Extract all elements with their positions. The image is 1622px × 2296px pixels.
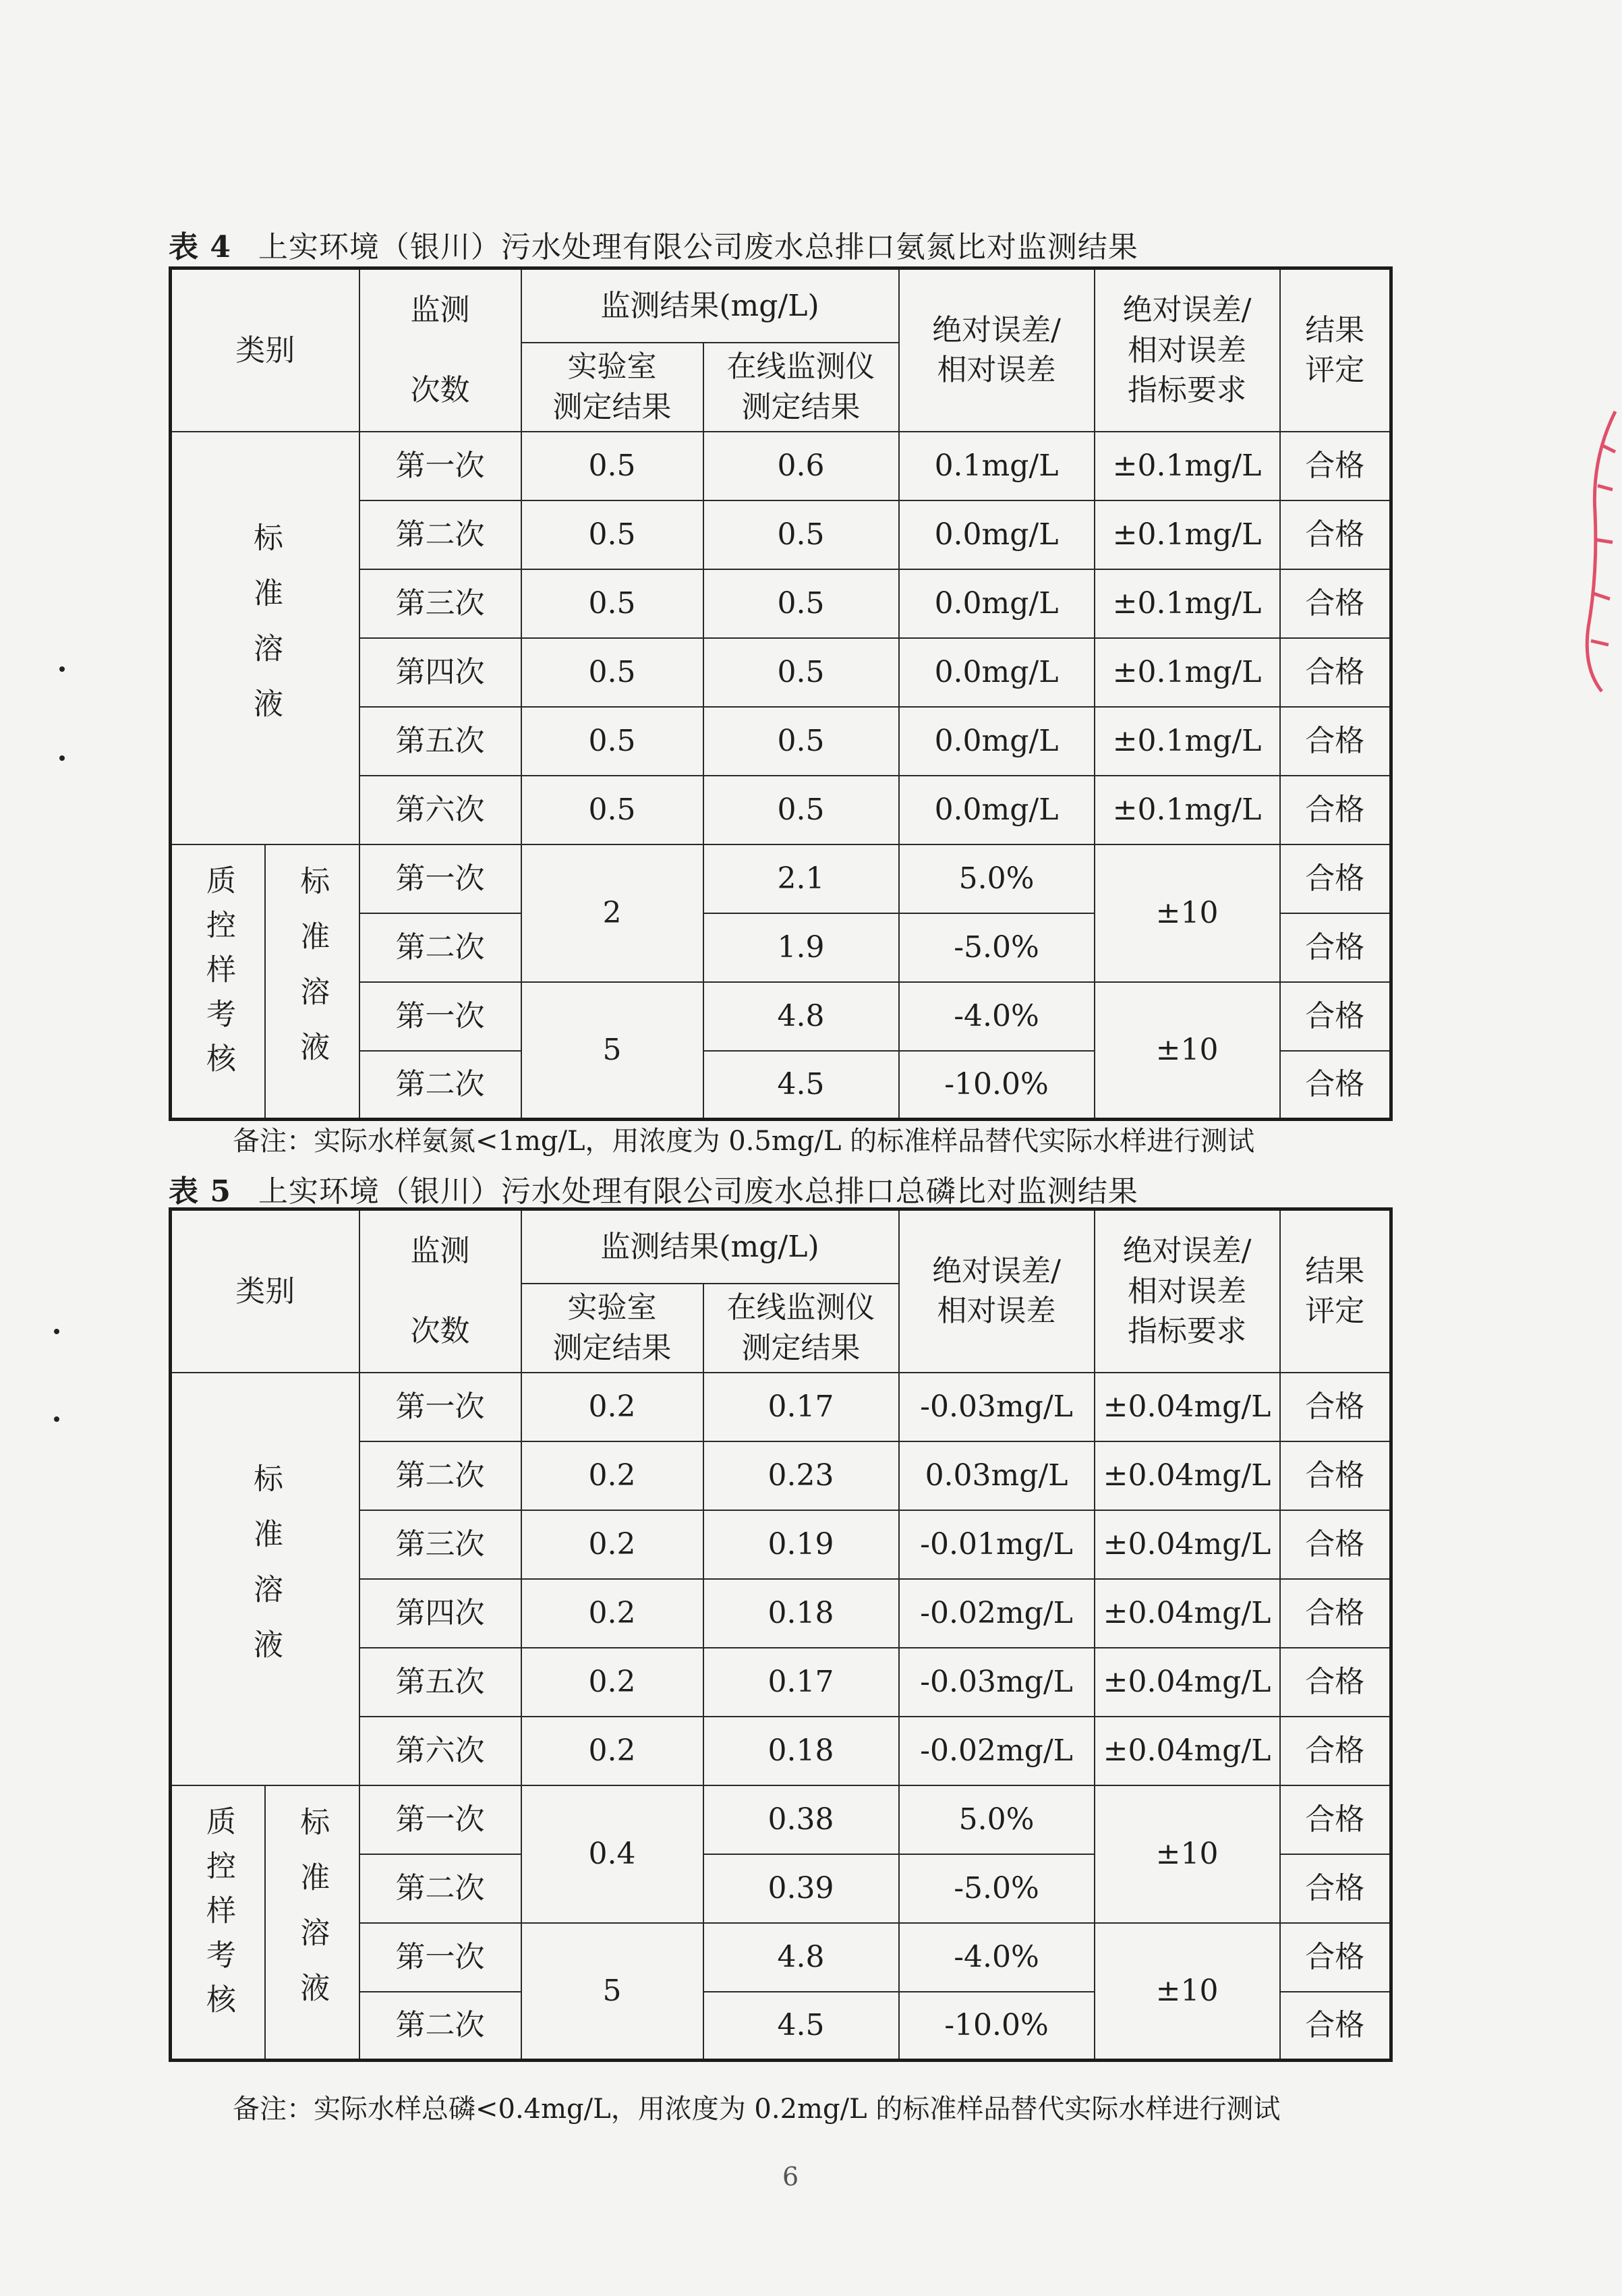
cell-error: 5.0% xyxy=(899,1785,1095,1854)
table4-note: 备注：实际水样氨氮<1mg/L，用浓度为 0.5mg/L 的标准样品替代实际水样进行测试 xyxy=(233,1126,1255,1157)
cell-requirement: ±0.1mg/L xyxy=(1095,776,1280,844)
cell-times: 第六次 xyxy=(359,776,521,844)
table-row xyxy=(171,1373,1391,1441)
cell-evaluation: 合格 xyxy=(1280,1992,1391,2061)
cell-evaluation: 合格 xyxy=(1280,432,1391,500)
cell-online: 0.5 xyxy=(703,638,899,707)
header-times: 监测 次数 xyxy=(359,1209,521,1373)
cell-requirement: ±0.1mg/L xyxy=(1095,707,1280,776)
cell-error: 0.03mg/L xyxy=(899,1441,1095,1510)
cell-times: 第一次 xyxy=(359,1373,521,1441)
std-category-label xyxy=(171,1373,359,1785)
qc-sub-label-text: 标准溶液 xyxy=(295,865,330,1087)
cell-evaluation: 合格 xyxy=(1280,1923,1391,1992)
cell-lab: 0.2 xyxy=(521,1510,703,1579)
cell-error: 0.0mg/L xyxy=(899,707,1095,776)
qc-category-label-text: 质控样考核 xyxy=(200,865,235,1088)
cell-times: 第一次 xyxy=(359,1923,521,1992)
std-category-label-text: 标准溶液 xyxy=(248,1462,283,1684)
margin-dot xyxy=(59,755,65,761)
std-category-label xyxy=(171,432,359,844)
cell-requirement: ±10 xyxy=(1095,844,1280,982)
table5-caption xyxy=(169,1167,1484,1210)
cell-error: -0.03mg/L xyxy=(899,1648,1095,1717)
table-row xyxy=(171,1785,1391,1854)
cell-error: 0.1mg/L xyxy=(899,432,1095,500)
cell-times: 第二次 xyxy=(359,500,521,569)
cell-lab: 0.2 xyxy=(521,1373,703,1441)
cell-requirement: ±0.04mg/L xyxy=(1095,1510,1280,1579)
cell-times: 第二次 xyxy=(359,1854,521,1923)
cell-requirement: ±10 xyxy=(1095,1785,1280,1923)
cell-requirement: ±0.04mg/L xyxy=(1095,1441,1280,1510)
cell-evaluation: 合格 xyxy=(1280,1648,1391,1717)
cell-times: 第一次 xyxy=(359,982,521,1051)
header-lab: 实验室 测定结果 xyxy=(521,343,703,432)
cell-online: 2.1 xyxy=(703,844,899,913)
header-requirement: 绝对误差/ 相对误差 指标要求 xyxy=(1095,1209,1280,1373)
header-category: 类别 xyxy=(171,1209,359,1373)
cell-online: 0.39 xyxy=(703,1854,899,1923)
cell-error: -10.0% xyxy=(899,1992,1095,2061)
std-category-label-text: 标准溶液 xyxy=(248,521,283,743)
header-evaluation: 结果 评定 xyxy=(1280,268,1391,432)
seal-stamp-icon xyxy=(1575,405,1622,695)
cell-times: 第二次 xyxy=(359,913,521,982)
cell-error: 0.0mg/L xyxy=(899,500,1095,569)
cell-lab: 5 xyxy=(521,1923,703,2061)
cell-times: 第二次 xyxy=(359,1441,521,1510)
header-error: 绝对误差/ 相对误差 xyxy=(899,1209,1095,1373)
margin-dot xyxy=(59,666,65,672)
cell-online: 4.8 xyxy=(703,982,899,1051)
cell-online: 0.5 xyxy=(703,569,899,638)
cell-error: -5.0% xyxy=(899,1854,1095,1923)
cell-evaluation: 合格 xyxy=(1280,1854,1391,1923)
cell-requirement: ±10 xyxy=(1095,1923,1280,2061)
cell-times: 第一次 xyxy=(359,432,521,500)
cell-times: 第三次 xyxy=(359,569,521,638)
cell-online: 1.9 xyxy=(703,913,899,982)
table4-title: 上实环境（银川）污水处理有限公司废水总排口氨氮比对监测结果 xyxy=(258,230,1138,264)
cell-requirement: ±0.1mg/L xyxy=(1095,638,1280,707)
header-lab: 实验室 测定结果 xyxy=(521,1284,703,1373)
cell-evaluation: 合格 xyxy=(1280,1785,1391,1854)
table5-title: 上实环境（银川）污水处理有限公司废水总排口总磷比对监测结果 xyxy=(258,1174,1138,1209)
cell-error: -4.0% xyxy=(899,982,1095,1051)
cell-lab: 0.4 xyxy=(521,1785,703,1923)
cell-online: 0.19 xyxy=(703,1510,899,1579)
cell-requirement: ±0.04mg/L xyxy=(1095,1373,1280,1441)
cell-evaluation: 合格 xyxy=(1280,913,1391,982)
cell-error: 0.0mg/L xyxy=(899,776,1095,844)
cell-evaluation: 合格 xyxy=(1280,500,1391,569)
cell-error: -10.0% xyxy=(899,1051,1095,1120)
cell-online: 0.5 xyxy=(703,500,899,569)
cell-times: 第四次 xyxy=(359,638,521,707)
header-evaluation: 结果 评定 xyxy=(1280,1209,1391,1373)
cell-online: 0.5 xyxy=(703,776,899,844)
cell-error: -5.0% xyxy=(899,913,1095,982)
cell-times: 第三次 xyxy=(359,1510,521,1579)
table5-number: 表 5 xyxy=(169,1174,231,1209)
qc-sub-label xyxy=(265,1785,359,2061)
header-result-group: 监测结果(mg/L) xyxy=(521,268,899,343)
header-online: 在线监测仪 测定结果 xyxy=(703,1284,899,1373)
cell-lab: 0.5 xyxy=(521,432,703,500)
cell-error: -0.02mg/L xyxy=(899,1579,1095,1648)
header-result-group: 监测结果(mg/L) xyxy=(521,1209,899,1284)
cell-evaluation: 合格 xyxy=(1280,776,1391,844)
table4-number: 表 4 xyxy=(169,230,231,264)
qc-sub-label xyxy=(265,844,359,1120)
header-times: 监测 次数 xyxy=(359,268,521,432)
cell-times: 第五次 xyxy=(359,1648,521,1717)
margin-dot xyxy=(54,1329,59,1334)
cell-online: 0.23 xyxy=(703,1441,899,1510)
cell-evaluation: 合格 xyxy=(1280,1717,1391,1785)
cell-error: 0.0mg/L xyxy=(899,638,1095,707)
cell-online: 0.18 xyxy=(703,1717,899,1785)
qc-sub-label-text: 标准溶液 xyxy=(295,1806,330,2028)
qc-category-label xyxy=(171,1785,265,2061)
cell-requirement: ±10 xyxy=(1095,982,1280,1120)
cell-evaluation: 合格 xyxy=(1280,569,1391,638)
cell-evaluation: 合格 xyxy=(1280,982,1391,1051)
cell-online: 4.8 xyxy=(703,1923,899,1992)
table-row xyxy=(171,432,1391,500)
cell-lab: 0.5 xyxy=(521,500,703,569)
cell-requirement: ±0.04mg/L xyxy=(1095,1717,1280,1785)
qc-category-label xyxy=(171,844,265,1120)
cell-times: 第四次 xyxy=(359,1579,521,1648)
header-online: 在线监测仪 测定结果 xyxy=(703,343,899,432)
margin-dot xyxy=(54,1416,59,1422)
cell-lab: 0.2 xyxy=(521,1648,703,1717)
cell-times: 第五次 xyxy=(359,707,521,776)
cell-online: 0.17 xyxy=(703,1648,899,1717)
cell-evaluation: 合格 xyxy=(1280,707,1391,776)
table5 xyxy=(169,1207,1393,2062)
header-error: 绝对误差/ 相对误差 xyxy=(899,268,1095,432)
cell-lab: 0.2 xyxy=(521,1579,703,1648)
cell-requirement: ±0.1mg/L xyxy=(1095,500,1280,569)
header-category: 类别 xyxy=(171,268,359,432)
cell-times: 第二次 xyxy=(359,1051,521,1120)
cell-requirement: ±0.04mg/L xyxy=(1095,1579,1280,1648)
cell-evaluation: 合格 xyxy=(1280,844,1391,913)
table-row xyxy=(171,844,1391,913)
cell-error: -0.01mg/L xyxy=(899,1510,1095,1579)
cell-lab: 0.2 xyxy=(521,1441,703,1510)
cell-error: -4.0% xyxy=(899,1923,1095,1992)
table4 xyxy=(169,266,1393,1121)
cell-times: 第六次 xyxy=(359,1717,521,1785)
cell-lab: 0.5 xyxy=(521,569,703,638)
cell-requirement: ±0.1mg/L xyxy=(1095,432,1280,500)
cell-requirement: ±0.04mg/L xyxy=(1095,1648,1280,1717)
cell-online: 0.38 xyxy=(703,1785,899,1854)
header-requirement: 绝对误差/ 相对误差 指标要求 xyxy=(1095,268,1280,432)
cell-lab: 0.2 xyxy=(521,1717,703,1785)
table4-caption xyxy=(169,223,1484,266)
table5-note: 备注：实际水样总磷<0.4mg/L，用浓度为 0.2mg/L 的标准样品替代实际水样进行测试 xyxy=(233,2094,1281,2125)
cell-requirement: ±0.1mg/L xyxy=(1095,569,1280,638)
cell-evaluation: 合格 xyxy=(1280,638,1391,707)
cell-evaluation: 合格 xyxy=(1280,1373,1391,1441)
cell-online: 0.6 xyxy=(703,432,899,500)
cell-evaluation: 合格 xyxy=(1280,1051,1391,1120)
cell-times: 第二次 xyxy=(359,1992,521,2061)
cell-evaluation: 合格 xyxy=(1280,1441,1391,1510)
cell-evaluation: 合格 xyxy=(1280,1579,1391,1648)
qc-category-label-text: 质控样考核 xyxy=(200,1806,235,2029)
cell-error: -0.02mg/L xyxy=(899,1717,1095,1785)
cell-error: -0.03mg/L xyxy=(899,1373,1095,1441)
cell-error: 0.0mg/L xyxy=(899,569,1095,638)
cell-lab: 0.5 xyxy=(521,776,703,844)
cell-lab: 0.5 xyxy=(521,707,703,776)
cell-lab: 2 xyxy=(521,844,703,982)
cell-online: 4.5 xyxy=(703,1992,899,2061)
cell-online: 0.5 xyxy=(703,707,899,776)
page-number: 6 xyxy=(782,2162,799,2191)
cell-evaluation: 合格 xyxy=(1280,1510,1391,1579)
cell-online: 0.17 xyxy=(703,1373,899,1441)
cell-times: 第一次 xyxy=(359,1785,521,1854)
cell-times: 第一次 xyxy=(359,844,521,913)
cell-lab: 0.5 xyxy=(521,638,703,707)
cell-online: 0.18 xyxy=(703,1579,899,1648)
cell-online: 4.5 xyxy=(703,1051,899,1120)
cell-lab: 5 xyxy=(521,982,703,1120)
cell-error: 5.0% xyxy=(899,844,1095,913)
